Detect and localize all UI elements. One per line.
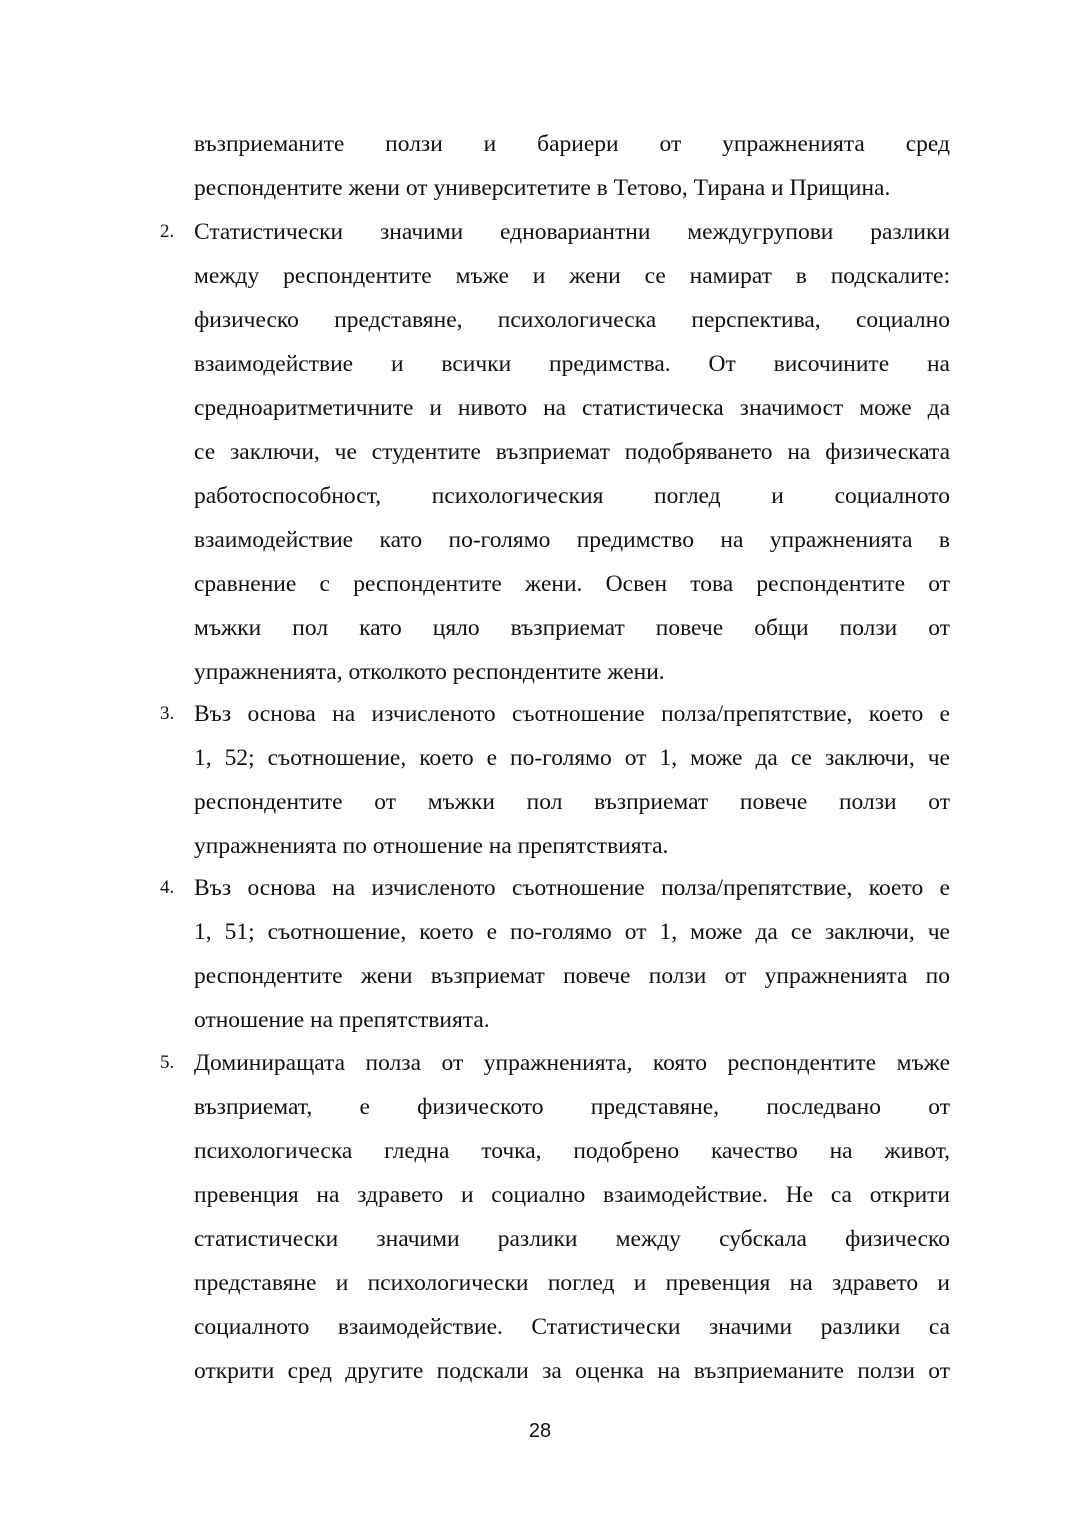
text-line: респондентите жени възприемат повече ползи от упражненията по xyxy=(194,963,950,989)
list-number: 2. xyxy=(160,221,175,242)
text-line: възприемат, е физическото представяне, последвано от xyxy=(194,1094,950,1120)
text-line: открити сред другите подскали за оценка на възприеманите ползи от xyxy=(194,1358,950,1384)
text-line: Въз основа на изчисленото съотношение полза/препятствие, което е xyxy=(194,875,950,901)
text-line: средноаритметичните и нивото на статистическа значимост може да xyxy=(194,395,950,421)
text-line: упражненията, отколкото респондентите жени. xyxy=(194,659,665,685)
text-line: 1, 52; съотношение, което е по-голямо от 1, може да се заключи, че xyxy=(194,745,950,771)
list-number: 4. xyxy=(160,877,175,898)
text-line: респондентите от мъжки пол възприемат повече ползи от xyxy=(194,789,950,815)
text-line: Статистически значими едновариантни междугрупови разлики xyxy=(194,219,950,245)
text-line: Доминиращата полза от упражненията, която респондентите мъже xyxy=(194,1050,950,1076)
text-line: отношение на препятствията. xyxy=(194,1007,490,1033)
text-line: социалното взаимодействие. Статистически значими разлики са xyxy=(194,1314,950,1340)
text-line: респондентите жени от университетите в Тетово, Тирана и Прищина. xyxy=(194,175,891,201)
text-line: физическо представяне, психологическа перспектива, социално xyxy=(194,307,950,333)
text-line: Въз основа на изчисленото съотношение полза/препятствие, което е xyxy=(194,701,950,727)
text-line: мъжки пол като цяло възприемат повече общи ползи от xyxy=(194,615,950,641)
text-line: се заключи, че студентите възприемат подобряването на физическата xyxy=(194,439,950,465)
text-line: статистически значими разлики между субскала физическо xyxy=(194,1226,950,1252)
text-line: сравнение с респондентите жени. Освен това респондентите от xyxy=(194,571,950,597)
list-number: 5. xyxy=(160,1052,175,1073)
text-line: взаимодействие и всички предимства. От височините на xyxy=(194,351,950,377)
text-line: възприеманите ползи и бариери от упражненията сред xyxy=(194,131,950,157)
text-line: представяне и психологически поглед и превенция на здравето и xyxy=(194,1270,950,1296)
text-line: 1, 51; съотношение, което е по-голямо от 1, може да се заключи, че xyxy=(194,919,950,945)
text-line: психологическа гледна точка, подобрено качество на живот, xyxy=(194,1138,950,1164)
page-number: 28 xyxy=(528,1420,552,1442)
text-line: между респондентите мъже и жени се намират в подскалите: xyxy=(194,263,950,289)
text-line: превенция на здравето и социално взаимодействие. Не са открити xyxy=(194,1182,950,1208)
list-number: 3. xyxy=(160,703,175,724)
text-line: взаимодействие като по-голямо предимство на упражненията в xyxy=(194,527,950,553)
text-line: упражненията по отношение на препятствията. xyxy=(194,833,669,859)
text-line: работоспособност, психологическия поглед и социалното xyxy=(194,483,950,509)
